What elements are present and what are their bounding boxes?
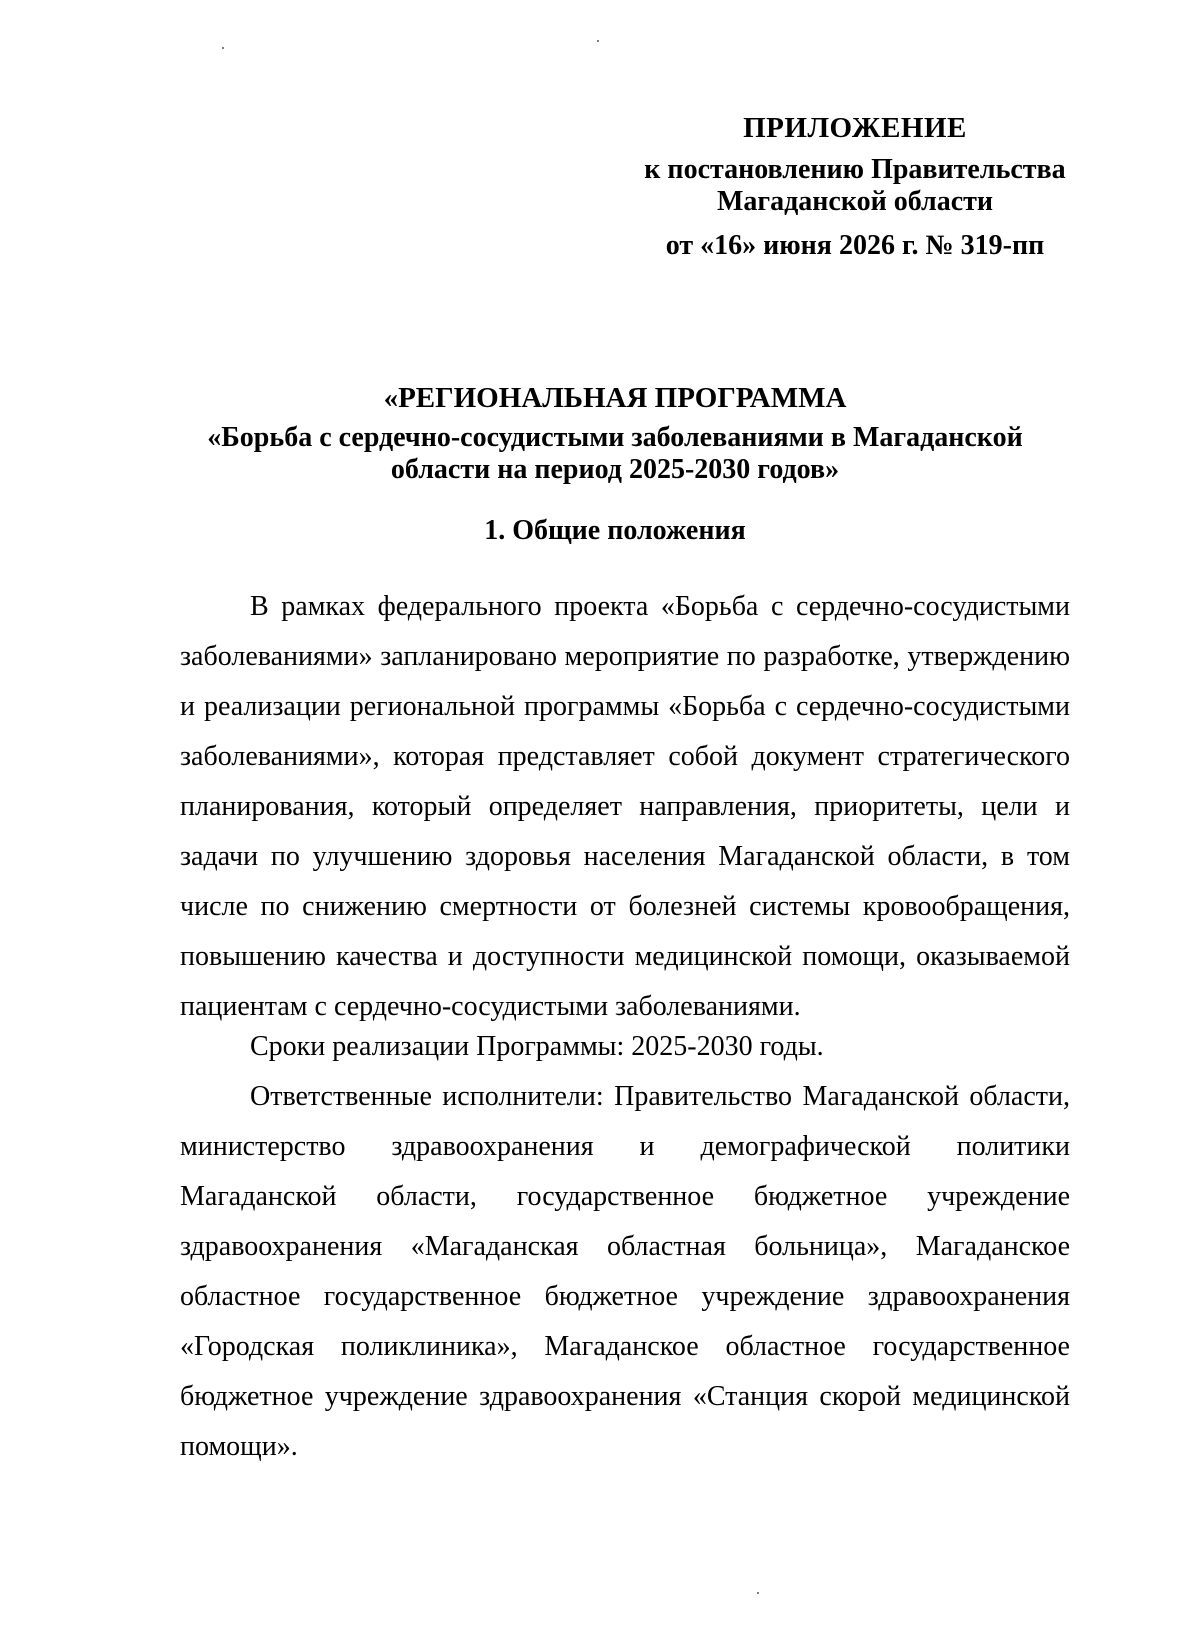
appendix-region-line: Магаданской области <box>716 186 994 217</box>
paragraph-timeline: Сроки реализации Программы: 2025-2030 годы. <box>250 1031 824 1062</box>
appendix-resolution-line: к постановлению Правительства <box>644 154 1066 185</box>
paragraph-executors: Ответственные исполнители: Правительство Магаданской области, министерство здравоохранения и демографической политики Магаданской области, государственное бюджетное учреждение здравоохранения «Магаданская областная больница», Магаданское областное государственное бюджетное учреждение здравоохранения «Городская поликлиника», Магаданское областное государственное бюджетное учреждение здравоохранения «Станция скорой медицинской помощи». <box>180 1081 1070 1462</box>
program-title: «РЕГИОНАЛЬНАЯ ПРОГРАММА <box>383 382 847 414</box>
appendix-header <box>640 112 1070 262</box>
scan-speck <box>597 40 599 42</box>
paragraph-intro: В рамках федерального проекта «Борьба с сердечно-сосудистыми заболеваниями» запланировано мероприятие по разработке, утверждению и реализации региональной программы «Борьба с сердечно-сосудистыми заболеваниями», которая представляет собой документ стратегического планирования, который определяет направления, приоритеты, цели и задачи по улучшению здоровья населения Магаданской области, в том числе по снижению смертности от болезней системы кровообращения, повышению качества и доступности медицинской помощи, оказываемой пациентам с сердечно-сосудистыми заболеваниями. <box>180 591 1070 1022</box>
scan-speck <box>757 1592 759 1594</box>
appendix-title: ПРИЛОЖЕНИЕ <box>743 112 967 144</box>
program-subtitle: «Борьба с сердечно-сосудистыми заболеваниями в Магаданской области на период 2025-2030 годов» <box>207 422 1023 485</box>
scan-speck <box>222 47 224 49</box>
appendix-date-number: от «16» июня 2026 г. № 319-пп <box>665 230 1045 261</box>
program-title-block <box>150 382 1080 486</box>
section-heading: 1. Общие положения <box>484 515 746 546</box>
